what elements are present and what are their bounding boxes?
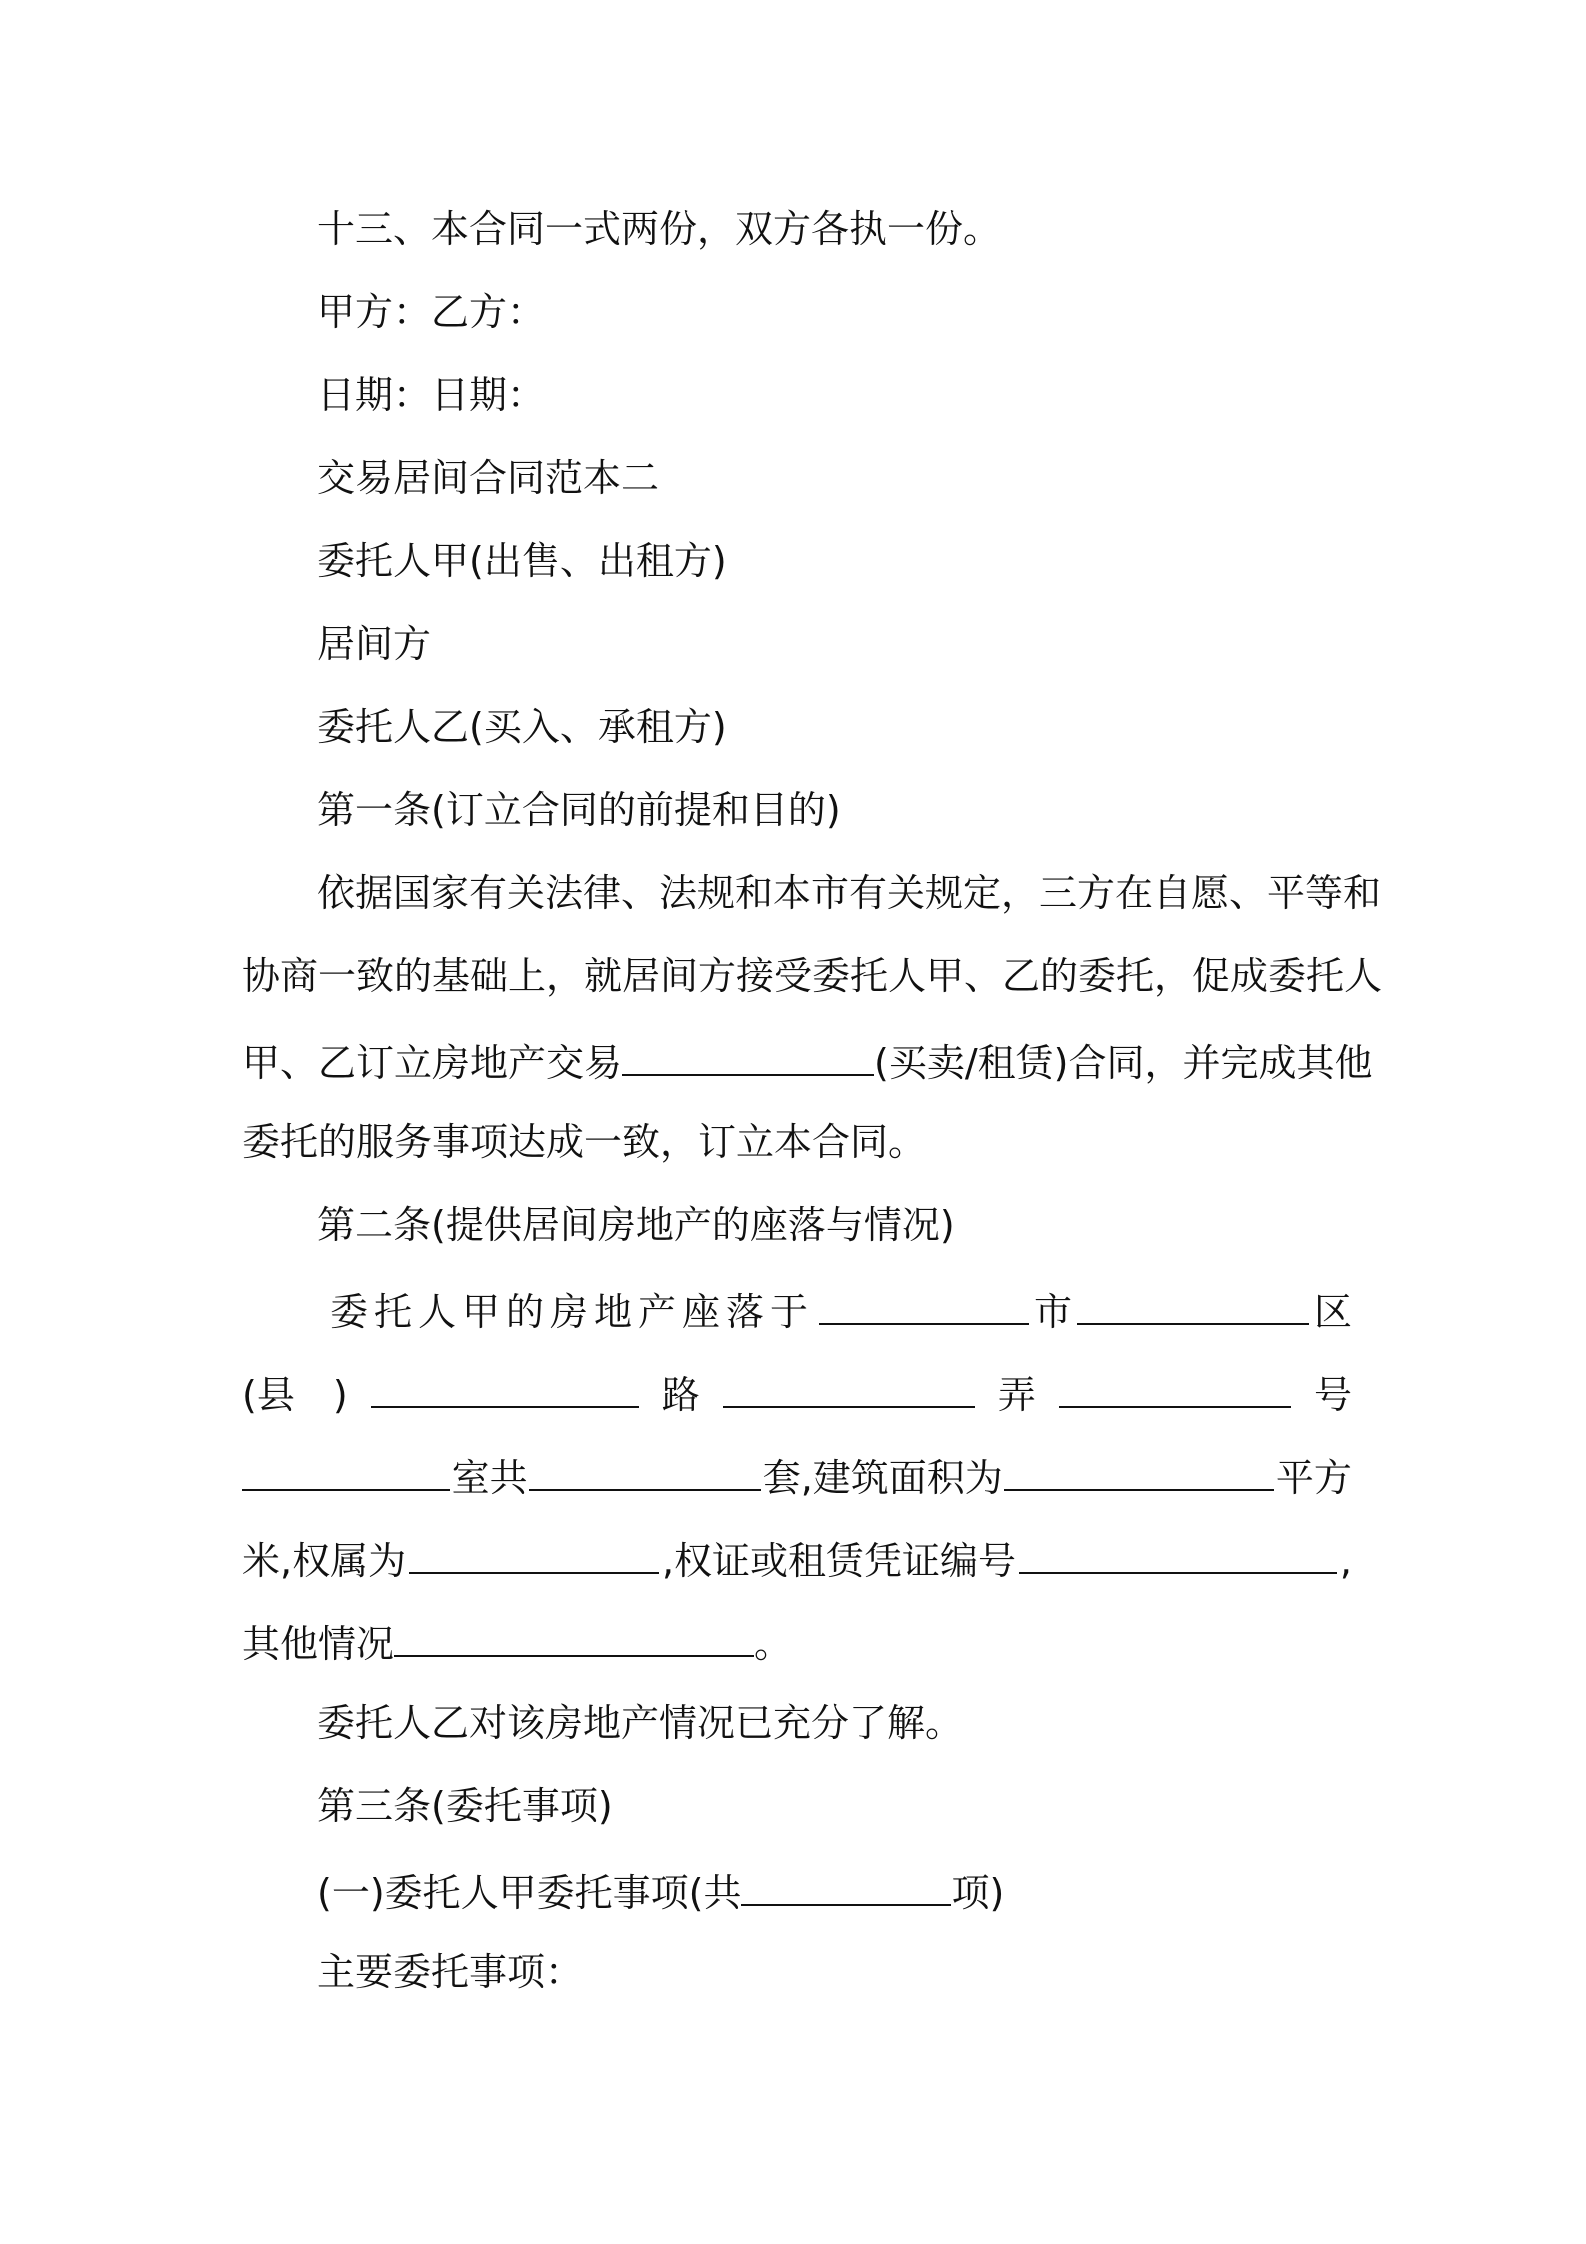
client-b-line: 委托人乙(买入、承租方) bbox=[317, 705, 727, 749]
article-2-location-line bbox=[242, 1372, 1352, 1417]
ownership-label: 米,权属为 bbox=[242, 1539, 407, 1583]
article-2-other-line bbox=[242, 1621, 793, 1666]
article-1-heading: 第一条(订立合同的前提和目的) bbox=[317, 788, 841, 832]
article-3-sub-1 bbox=[317, 1870, 1005, 1915]
ownership-blank[interactable] bbox=[409, 1538, 659, 1574]
number-blank[interactable] bbox=[1059, 1372, 1291, 1408]
article-2-note: 委托人乙对该房地产情况已充分了解。 bbox=[317, 1701, 964, 1745]
city-label: 市 bbox=[1033, 1290, 1072, 1334]
district-blank[interactable] bbox=[1077, 1289, 1309, 1325]
county-label: (县 ) bbox=[242, 1373, 348, 1417]
other-label: 其他情况 bbox=[242, 1622, 395, 1666]
article-2-heading: 第二条(提供居间房地产的座落与情况) bbox=[317, 1203, 955, 1247]
lane-blank[interactable] bbox=[723, 1372, 975, 1408]
date-signature-line: 日期：日期： bbox=[317, 373, 546, 417]
road-label: 路 bbox=[661, 1373, 700, 1417]
city-blank[interactable] bbox=[819, 1289, 1029, 1325]
party-signature-line: 甲方：乙方： bbox=[317, 290, 546, 334]
broker-line: 居间方 bbox=[317, 622, 432, 666]
other-period: 。 bbox=[754, 1622, 793, 1666]
clause-13: 十三、本合同一式两份，双方各执一份。 bbox=[317, 207, 1002, 251]
article-1-text-line: 委托的服务事项达成一致，订立本合同。 bbox=[242, 1120, 927, 1164]
article-3-heading: 第三条(委托事项) bbox=[317, 1784, 613, 1828]
article-2-location-line bbox=[242, 1289, 1352, 1334]
other-blank[interactable] bbox=[394, 1621, 754, 1657]
transaction-type-blank[interactable] bbox=[622, 1040, 874, 1076]
units-blank[interactable] bbox=[529, 1455, 761, 1491]
article-1-text: (买卖/租赁)合同，并完成其他 bbox=[874, 1041, 1373, 1085]
area-blank[interactable] bbox=[1004, 1455, 1274, 1491]
sub-1-text: (一)委托人甲委托事项(共 bbox=[317, 1871, 742, 1915]
room-blank[interactable] bbox=[242, 1455, 450, 1491]
main-items-label: 主要委托事项： bbox=[317, 1950, 584, 1994]
room-label: 室共 bbox=[451, 1456, 528, 1500]
road-blank[interactable] bbox=[371, 1372, 639, 1408]
article-1-text-line: 依据国家有关法律、法规和本市有关规定，三方在自愿、平等和 bbox=[317, 871, 1382, 915]
certificate-comma: , bbox=[1339, 1539, 1352, 1583]
area-label: 套,建筑面积为 bbox=[762, 1456, 1003, 1500]
lane-label: 弄 bbox=[997, 1373, 1036, 1417]
sub-1-suffix: 项) bbox=[951, 1871, 1005, 1915]
client-a-line: 委托人甲(出售、出租方) bbox=[317, 539, 727, 583]
location-text: 委托人甲的房地产座落于 bbox=[330, 1290, 815, 1334]
item-count-blank[interactable] bbox=[741, 1870, 951, 1906]
area-unit: 平方 bbox=[1275, 1456, 1352, 1500]
certificate-blank[interactable] bbox=[1019, 1538, 1337, 1574]
article-1-text: 甲、乙订立房地产交易 bbox=[242, 1041, 623, 1085]
district-label: 区 bbox=[1313, 1290, 1352, 1334]
number-label: 号 bbox=[1313, 1373, 1352, 1417]
article-1-text-line: 协商一致的基础上，就居间方接受委托人甲、乙的委托，促成委托人 bbox=[242, 954, 1383, 998]
template-title: 交易居间合同范本二 bbox=[317, 456, 660, 500]
article-1-text-line bbox=[242, 1040, 1373, 1085]
article-2-ownership-line bbox=[242, 1538, 1352, 1583]
certificate-label: ,权证或租赁凭证编号 bbox=[661, 1539, 1017, 1583]
article-2-area-line bbox=[242, 1455, 1352, 1500]
